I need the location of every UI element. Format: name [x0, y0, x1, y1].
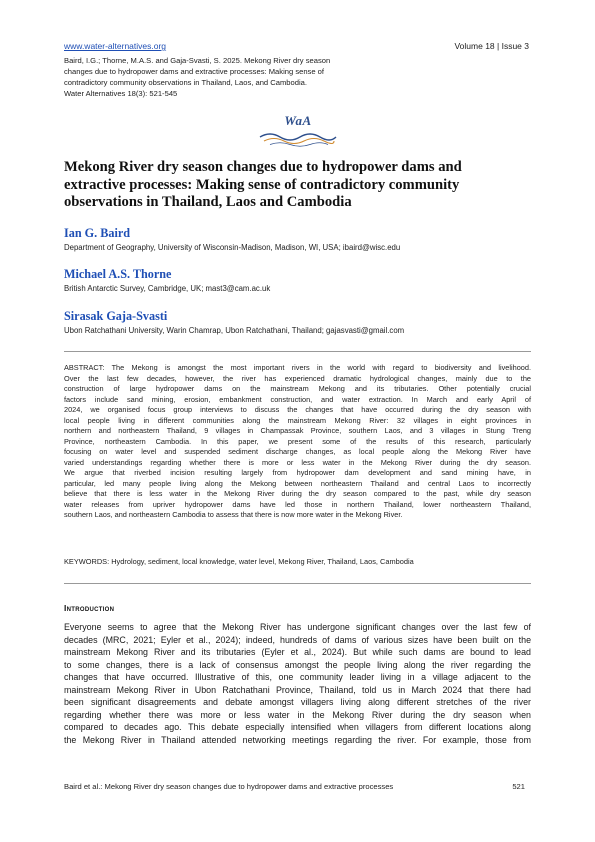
divider: [64, 583, 531, 584]
keywords: KEYWORDS: Hydrology, sediment, local knowledge, water level, Mekong River, Thailand, Laos, Cambodia: [64, 557, 414, 566]
logo-text: WaA: [284, 113, 312, 128]
abstract-line: Province, northeastern Cambodia. In this paper, we present some of the results of this research, particularly: [64, 436, 531, 446]
abstract-line: southern Laos, and northeastern Cambodia to assess that there is now more water in the Mekong River.: [64, 510, 403, 519]
title-line: observations in Thailand, Laos and Cambodia: [64, 194, 352, 210]
citation-block: [64, 55, 394, 99]
abstract-line: We argue that riverbed incision resulting largely from hydropower dam development and sand mining have, in: [64, 468, 531, 477]
body-line: been significant disagreements and debate amongst villagers living along different stretches of the river: [64, 697, 531, 707]
abstract: [64, 363, 531, 521]
citation-line: contradictory community observations in Thailand, Laos, and Cambodia.: [64, 78, 307, 87]
abstract-line: believe that there is less water in the Mekong River during the dry season compared to the past, while dry season: [64, 489, 531, 498]
citation-line: changes due to hydropower dams and extractive processes: Making sense of: [64, 67, 325, 76]
section-heading-text: Introduction: [64, 603, 115, 613]
journal-link[interactable]: www.water-alternatives.org: [64, 41, 167, 51]
body-line: regarding whether there was more or less water in the Mekong River during the dry season when: [64, 709, 531, 720]
abstract-line: 2024, we organised focus group interviews to discuss the changes that have occurred during the dry season with: [64, 405, 531, 414]
title-line: extractive processes: Making sense of contradictory community: [64, 176, 460, 193]
abstract-line: local people living in different communities along the mainstream Mekong River: 32 villages in eight provinces in: [64, 415, 531, 425]
body-line: compared to decades ago. This debate especially intensified when villagers from different locations along: [64, 722, 531, 732]
body-line: decades (MRC, 2021; Eyler et al., 2024); indeed, hundreds of dams of various sizes have been built on the: [64, 634, 531, 645]
author-affiliation: British Antarctic Survey, Cambridge, UK; mast3@cam.ac.uk: [64, 284, 271, 293]
abstract-line: factors include sand mining, erosion, embankment construction, and water extraction. In March and early April of: [64, 394, 531, 404]
citation-line: Water Alternatives 18(3): 521-545: [64, 89, 178, 98]
abstract-line: Over the last few decades, however, the river has experienced dramatic hydrological changes, mainly due to the: [64, 373, 531, 383]
body-line: to some changes, there is a lack of consensus amongst the people living along the river regarding the: [64, 659, 531, 670]
author-name: Sirasak Gaja-Svasti: [64, 309, 168, 323]
body-line: Everyone seems to agree that the Mekong River has undergone significant changes over the last few of: [64, 622, 531, 632]
wave-logo-icon: [256, 129, 340, 147]
volume-issue: Volume 18 | Issue 3: [454, 41, 529, 51]
body-line: changes that have occurred. Illustrative of this, one community leader living in a village adjacent to the: [64, 672, 531, 682]
section-heading: [64, 603, 114, 613]
author-affiliation: Department of Geography, University of Wisconsin-Madison, Madison, WI, USA; ibaird@wisc.edu: [64, 243, 401, 252]
abstract-line: construction of large hydropower dams on the mainstream Mekong and its tributaries. Other potentially crucial: [64, 384, 531, 393]
citation-line: Baird, I.G.; Thorne, M.A.S. and Gaja-Svasti, S. 2025. Mekong River dry season: [64, 56, 331, 65]
abstract-line: water releases from upriver hydropower dams have led those in northern Thailand, lower northeastern Thailand,: [64, 499, 531, 509]
paper-title: [64, 159, 534, 212]
page-number: 521: [512, 782, 525, 791]
body-line: mainstream Mekong River and its tributaries (Eyler et al., 2024). But while such dams are bound to lead: [64, 647, 531, 657]
abstract-line: particular, led many people living along the Mekong between northeastern Thailand and central Laos to incorrectly: [64, 478, 531, 488]
title-line: Mekong River dry season changes due to hydropower dams and: [64, 159, 462, 175]
body-line: the Mekong River in Thailand attended networking meetings regarding the river. For example, those from: [64, 734, 531, 745]
author-name: Michael A.S. Thorne: [64, 267, 172, 281]
author-name: Ian G. Baird: [64, 226, 131, 240]
running-footer: Baird et al.: Mekong River dry season changes due to hydropower dams and extractive processes: [64, 782, 394, 791]
body-line: mainstream Mekong River in Ubon Ratchathani Province, Thailand, told us in March 2024 that there had: [64, 684, 531, 695]
abstract-line: ABSTRACT: The Mekong is amongst the most important rivers in the world with regard to biodiversity and livelihood.: [64, 363, 531, 372]
abstract-line: northern and northeastern Thailand, 9 villages in Champassak Province, southern Laos, and 3 villages in Stung Treng: [64, 426, 531, 435]
body-paragraph: [64, 621, 531, 746]
divider: [64, 351, 531, 352]
author-affiliation: Ubon Ratchathani University, Warin Chamrap, Ubon Ratchathani, Thailand; gajasvasti@gmail.com: [64, 326, 405, 335]
abstract-line: focusing on water level and suspended sediment discharge changes, as local people along the Mekong River have: [64, 447, 531, 456]
journal-logo: [256, 113, 340, 149]
abstract-line: varied understandings regarding whether there is more or less water in the Mekong River during the dry season.: [64, 457, 531, 467]
